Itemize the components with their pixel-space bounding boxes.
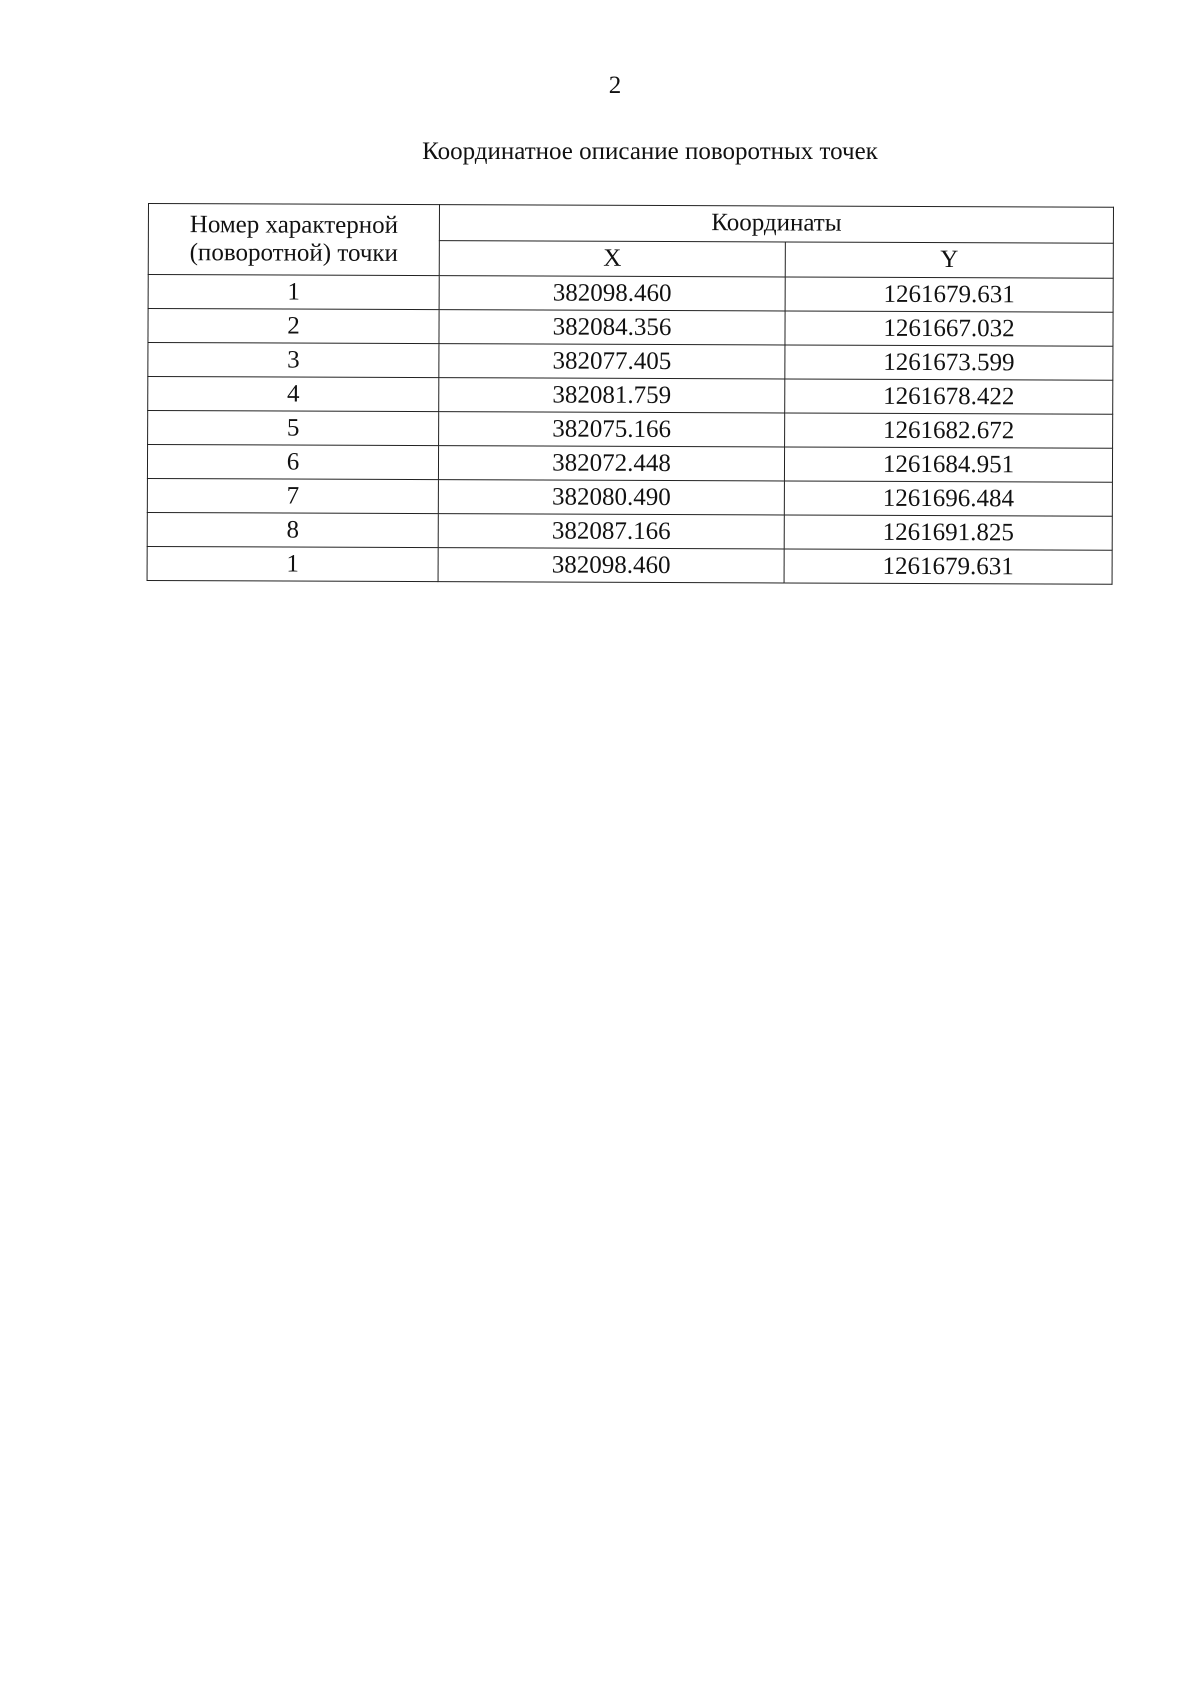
table-row (147, 546, 1112, 584)
table-header (148, 204, 1113, 279)
cell-point: 7 (147, 478, 438, 513)
header-coordinates: Координаты (439, 205, 1113, 243)
header-y: Y (785, 241, 1113, 278)
table-row (147, 478, 1112, 516)
cell-y: 1261684.951 (784, 447, 1112, 482)
cell-x: 382087.166 (438, 514, 784, 549)
table-row (147, 512, 1112, 550)
cell-point: 6 (147, 445, 438, 480)
cell-x: 382077.405 (439, 344, 785, 379)
cell-y: 1261679.631 (784, 549, 1112, 584)
cell-x: 382080.490 (438, 480, 784, 515)
cell-y: 1261679.631 (785, 277, 1113, 312)
cell-x: 382084.356 (439, 310, 785, 345)
cell-point: 1 (148, 275, 439, 310)
cell-y: 1261667.032 (785, 311, 1113, 346)
header-point-line1: Номер характерной (189, 211, 399, 239)
cell-y: 1261673.599 (785, 345, 1113, 380)
table-row (148, 275, 1113, 313)
cell-x: 382098.460 (439, 276, 785, 311)
header-row-top (148, 204, 1113, 243)
cell-point: 5 (148, 411, 439, 446)
header-x: X (439, 240, 785, 277)
table-row (147, 445, 1112, 483)
cell-x: 382098.460 (438, 548, 784, 583)
coordinates-table (147, 203, 1114, 585)
table-row (148, 343, 1113, 381)
document-title: Координатное описание поворотных точек (422, 138, 878, 165)
header-point-number (148, 204, 439, 276)
table-row (148, 411, 1113, 449)
table-row (148, 377, 1113, 415)
cell-point: 8 (147, 512, 438, 547)
cell-y: 1261678.422 (785, 379, 1113, 414)
cell-point: 3 (148, 343, 439, 378)
cell-x: 382075.166 (439, 412, 785, 447)
header-point-line2: (поворотной) точки (189, 239, 399, 267)
cell-x: 382081.759 (439, 378, 785, 413)
cell-y: 1261696.484 (784, 481, 1112, 516)
cell-y: 1261691.825 (784, 515, 1112, 550)
cell-point: 2 (148, 309, 439, 344)
table-row (148, 309, 1113, 347)
cell-point: 1 (147, 546, 438, 581)
table-body (147, 275, 1113, 585)
page-number: 2 (608, 72, 622, 99)
cell-y: 1261682.672 (785, 413, 1113, 448)
cell-point: 4 (148, 377, 439, 412)
cell-x: 382072.448 (438, 446, 784, 481)
